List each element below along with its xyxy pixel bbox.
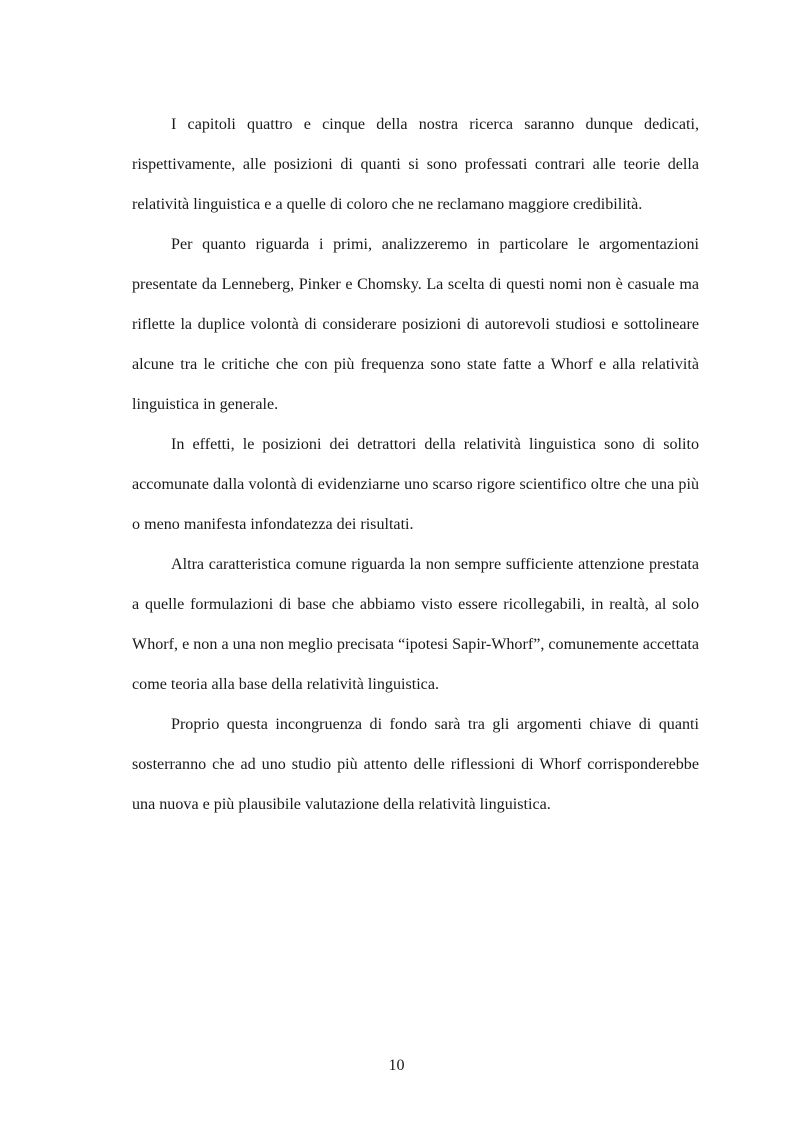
paragraph-4: Altra caratteristica comune riguarda la non sempre sufficiente attenzione prestata a quelle formulazioni di base che abbiamo visto essere ricollegabili, in realtà, al solo Whorf, e non a una non meglio precisata “ipotesi Sapir-Whorf”, comunemente accettata come teoria alla base della relatività linguistica. (132, 556, 699, 693)
page-number: 10 (388, 1057, 405, 1074)
paragraph-1: I capitoli quattro e cinque della nostra ricerca saranno dunque dedicati, rispettivamente, alle posizioni di quanti si sono professati contrari alle teorie della relatività linguistica e a quelle di coloro che ne reclamano maggiore credibilità. (132, 116, 699, 213)
paragraph-3: In effetti, le posizioni dei detrattori della relatività linguistica sono di solito accomunate dalla volontà di evidenziarne uno scarso rigore scientifico oltre che una più o meno manifesta infondatezza dei risultati. (132, 436, 699, 533)
paragraph-2: Per quanto riguarda i primi, analizzeremo in particolare le argomentazioni presentate da Lenneberg, Pinker e Chomsky. La scelta di questi nomi non è casuale ma riflette la duplice volontà di considerare posizioni di autorevoli studiosi e sottolineare alcune tra le critiche che con più frequenza sono state fatte a Whorf e alla relatività linguistica in generale. (132, 236, 699, 413)
document-body (132, 105, 699, 825)
paragraph-5: Proprio questa incongruenza di fondo sarà tra gli argomenti chiave di quanti sosterranno che ad uno studio più attento delle riflessioni di Whorf corrisponderebbe una nuova e più plausibile valutazione della relatività linguistica. (132, 716, 699, 813)
